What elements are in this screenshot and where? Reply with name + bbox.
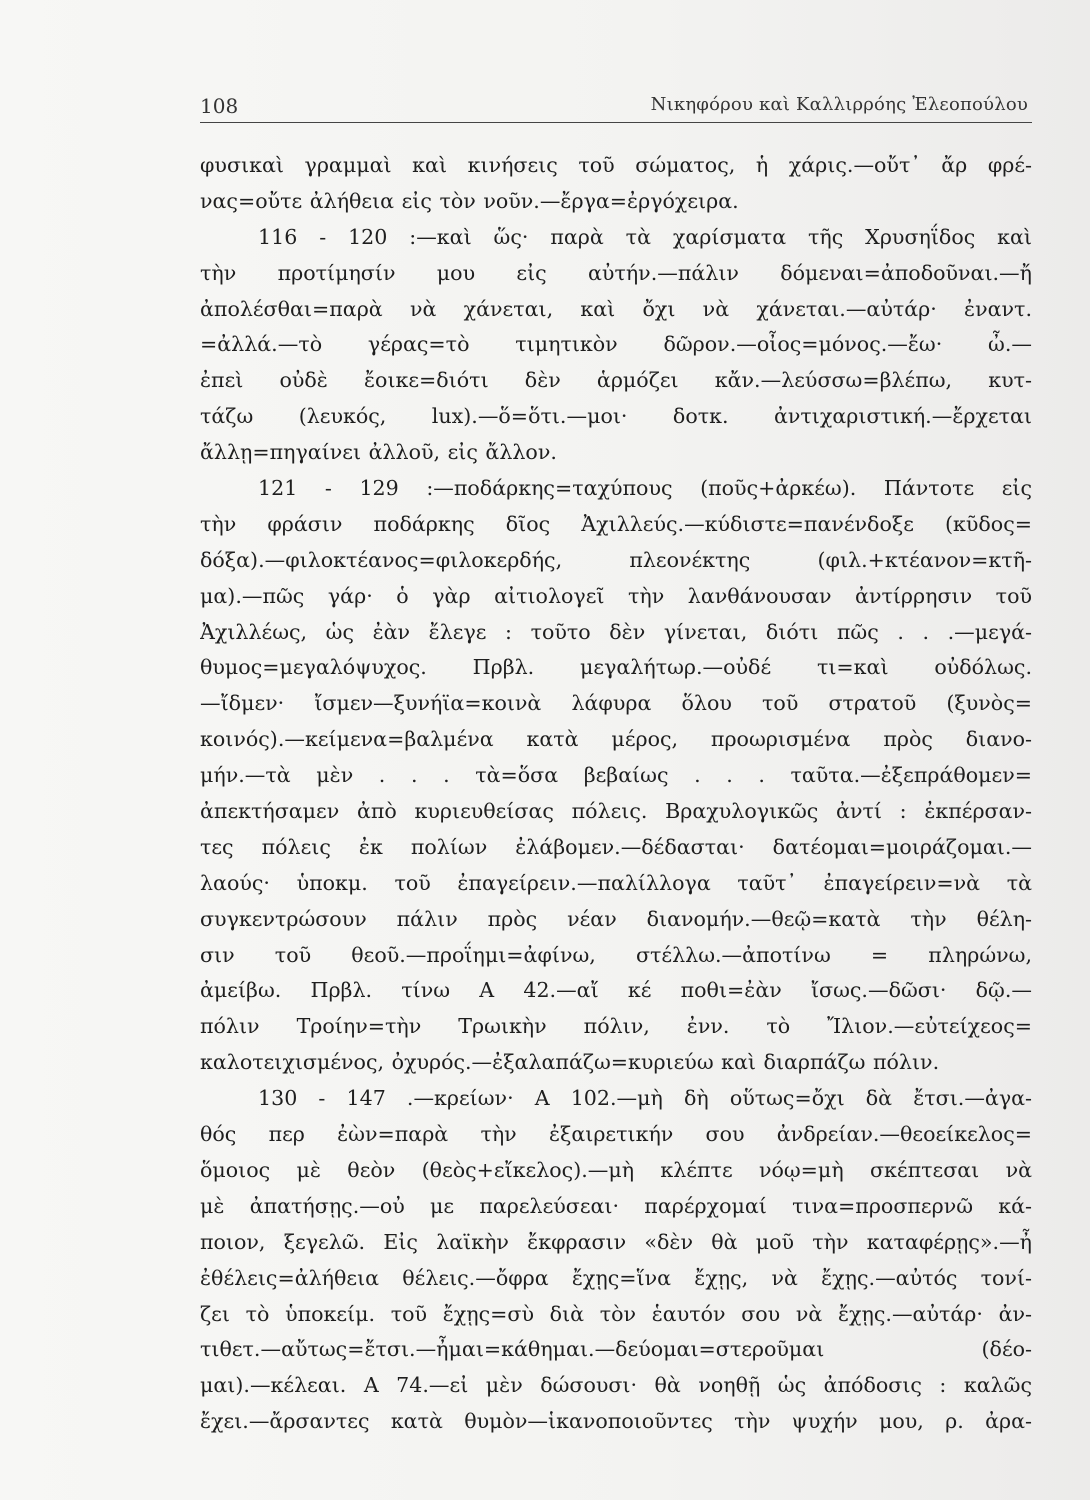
text-line: θός περ ἐὼν=παρὰ τὴν ἐξαιρετικήν σου ἀνδρείαν.—θεοείκελος= (200, 1122, 1032, 1147)
running-title: Νικηφόρου καὶ Καλλιρρόης Ἐλεοπούλου (650, 94, 1028, 115)
page-number: 108 (200, 94, 239, 118)
text-line: δόξα).—φιλοκτέανος=φιλοκερδής, πλεονέκτης (φιλ.+κτέανον=κτῆ- (200, 547, 1032, 572)
text-line: ποιον, ξεγελῶ. Εἰς λαϊκὴν ἔκφρασιν «δὲν θὰ μοῦ τὴν καταφέρῃς».—ἦ (200, 1229, 1032, 1254)
text-line: =ἀλλά.—τὸ γέρας=τὸ τιμητικὸν δῶρον.—οἶος=μόνος.—ἔω· ὦ.— (200, 332, 1032, 357)
text-line: τάζω (λευκός, lux).—ὅ=ὅτι.—μοι· δοτκ. ἀντιχαριστική.—ἔρχεται (200, 404, 1032, 429)
text-line: συγκεντρώσουν πάλιν πρὸς νέαν διανομήν.—θεῷ=κατὰ τὴν θέλη- (200, 906, 1032, 931)
text-line: ἐπεὶ οὐδὲ ἔοικε=διότι δὲν ἁρμόζει κἄν.—λεύσσω=βλέπω, κυτ- (200, 368, 1032, 393)
text-line: καλοτειχισμένος, ὀχυρός.—ἐξαλαπάζω=κυριεύω καὶ διαρπάζω πόλιν. (200, 1050, 940, 1075)
text-line: ἀμείβω. Πρβλ. τίνω Α 42.—αἴ κέ ποθι=ἐὰν ἴσως.—δῶσι· δῷ.— (200, 978, 1032, 1003)
text-line: μαι).—κέλεαι. Α 74.—εἰ μὲν δώσουσι· θὰ νοηθῇ ὡς ἀπόδοσις : καλῶς (200, 1373, 1032, 1398)
text-line: τες πόλεις ἐκ πολίων ἐλάβομεν.—δέδασται· δατέομαι=μοιράζομαι.— (200, 834, 1032, 859)
text-line: 121 - 129 :—ποδάρκης=ταχύπους (ποῦς+ἀρκέω). Πάντοτε εἰς (258, 476, 1032, 501)
text-line: ἐθέλεις=ἀλήθεια θέλεις.—ὄφρα ἔχῃς=ἵνα ἔχῃς, νὰ ἔχῃς.—αὐτός τονί- (200, 1265, 1032, 1290)
text-line: 116 - 120 :—καὶ ὥς· παρὰ τὰ χαρίσματα τῆς Χρυσηΐδος καὶ (258, 224, 1032, 249)
text-line: τὴν προτίμησίν μου εἰς αὐτήν.—πάλιν δόμεναι=ἀποδοῦναι.—ἤ (200, 260, 1032, 285)
text-line: φυσικαὶ γραμμαὶ καὶ κινήσεις τοῦ σώματος, ἡ χάρις.—οὔτ᾿ ἄρ φρέ- (200, 153, 1032, 177)
text-line: σιν τοῦ θεοῦ.—προΐημι=ἀφίνω, στέλλω.—ἀποτίνω = πληρώνω, (200, 942, 1032, 967)
text-line: —ἴδμεν· ἴσμεν—ξυνήϊα=κοινὰ λάφυρα ὅλου τοῦ στρατοῦ (ξυνὸς= (200, 691, 1032, 716)
body-text (200, 148, 1032, 1440)
text-line: τιθετ.—αὔτως=ἔτσι.—ἦμαι=κάθημαι.—δεύομαι=στεροῦμαι (δέο- (200, 1337, 1032, 1362)
text-line: ἄλλῃ=πηγαίνει ἀλλοῦ, εἰς ἄλλον. (200, 440, 557, 465)
text-line: 130 - 147 .—κρείων· Α 102.—μὴ δὴ οὕτως=ὄχι δὰ ἔτσι.—ἀγα- (258, 1086, 1032, 1111)
running-head (200, 88, 1032, 123)
text-line: μήν.—τὰ μὲν . . . τὰ=ὅσα βεβαίως . . . ταῦτα.—ἐξεπράθομεν= (200, 763, 1032, 788)
text-line: μα).—πῶς γάρ· ὁ γὰρ αἰτιολογεῖ τὴν λανθάνουσαν ἀντίρρησιν τοῦ (200, 583, 1032, 608)
text-line: ζει τὸ ὑποκείμ. τοῦ ἔχῃς=σὺ διὰ τὸν ἑαυτόν σου νὰ ἔχῃς.—αὐτάρ· ἀν- (200, 1301, 1032, 1326)
text-line: θυμος=μεγαλόψυχος. Πρβλ. μεγαλήτωρ.—οὐδέ τι=καὶ οὐδόλως. (200, 655, 1032, 680)
text-line: κοινός).—κείμενα=βαλμένα κατὰ μέρος, προωρισμένα πρὸς διανο- (200, 727, 1032, 752)
text-line: Ἀχιλλέως, ὡς ἐὰν ἔλεγε : τοῦτο δὲν γίνεται, διότι πῶς . . .—μεγά- (200, 619, 1032, 644)
text-line: ὅμοιος μὲ θεὸν (θεὸς+εἴκελος).—μὴ κλέπτε νόῳ=μὴ σκέπτεσαι νὰ (200, 1157, 1032, 1182)
text-line: πόλιν Τροίην=τὴν Τρωικὴν πόλιν, ἐνν. τὸ Ἴλιον.—εὐτείχεος= (200, 1014, 1032, 1039)
text-line: νας=οὔτε ἀλήθεια εἰς τὸν νοῦν.—ἔργα=ἐργόχειρα. (200, 188, 739, 213)
text-line: ἔχει.—ἄρσαντες κατὰ θυμὸν—ἱκανοποιοῦντες τὴν ψυχήν μου, ρ. ἀρα- (200, 1409, 1032, 1434)
text-line: λαούς· ὑποκμ. τοῦ ἐπαγείρειν.—παλίλλογα ταῦτ᾿ ἐπαγείρειν=νὰ τὰ (200, 870, 1032, 895)
text-line: μὲ ἀπατήσῃς.—οὐ με παρελεύσεαι· παρέρχομαί τινα=προσπερνῶ κά- (200, 1193, 1032, 1218)
text-line: τὴν φράσιν ποδάρκης δῖος Ἀχιλλεύς.—κύδιστε=πανένδοξε (κῦδος= (200, 511, 1032, 536)
text-line: ἀπεκτήσαμεν ἀπὸ κυριευθείσας πόλεις. Βραχυλογικῶς ἀντί : ἐκπέρσαν- (200, 799, 1032, 824)
text-line: ἀπολέσθαι=παρὰ νὰ χάνεται, καὶ ὄχι νὰ χάνεται.—αὐτάρ· ἐναντ. (200, 296, 1032, 321)
